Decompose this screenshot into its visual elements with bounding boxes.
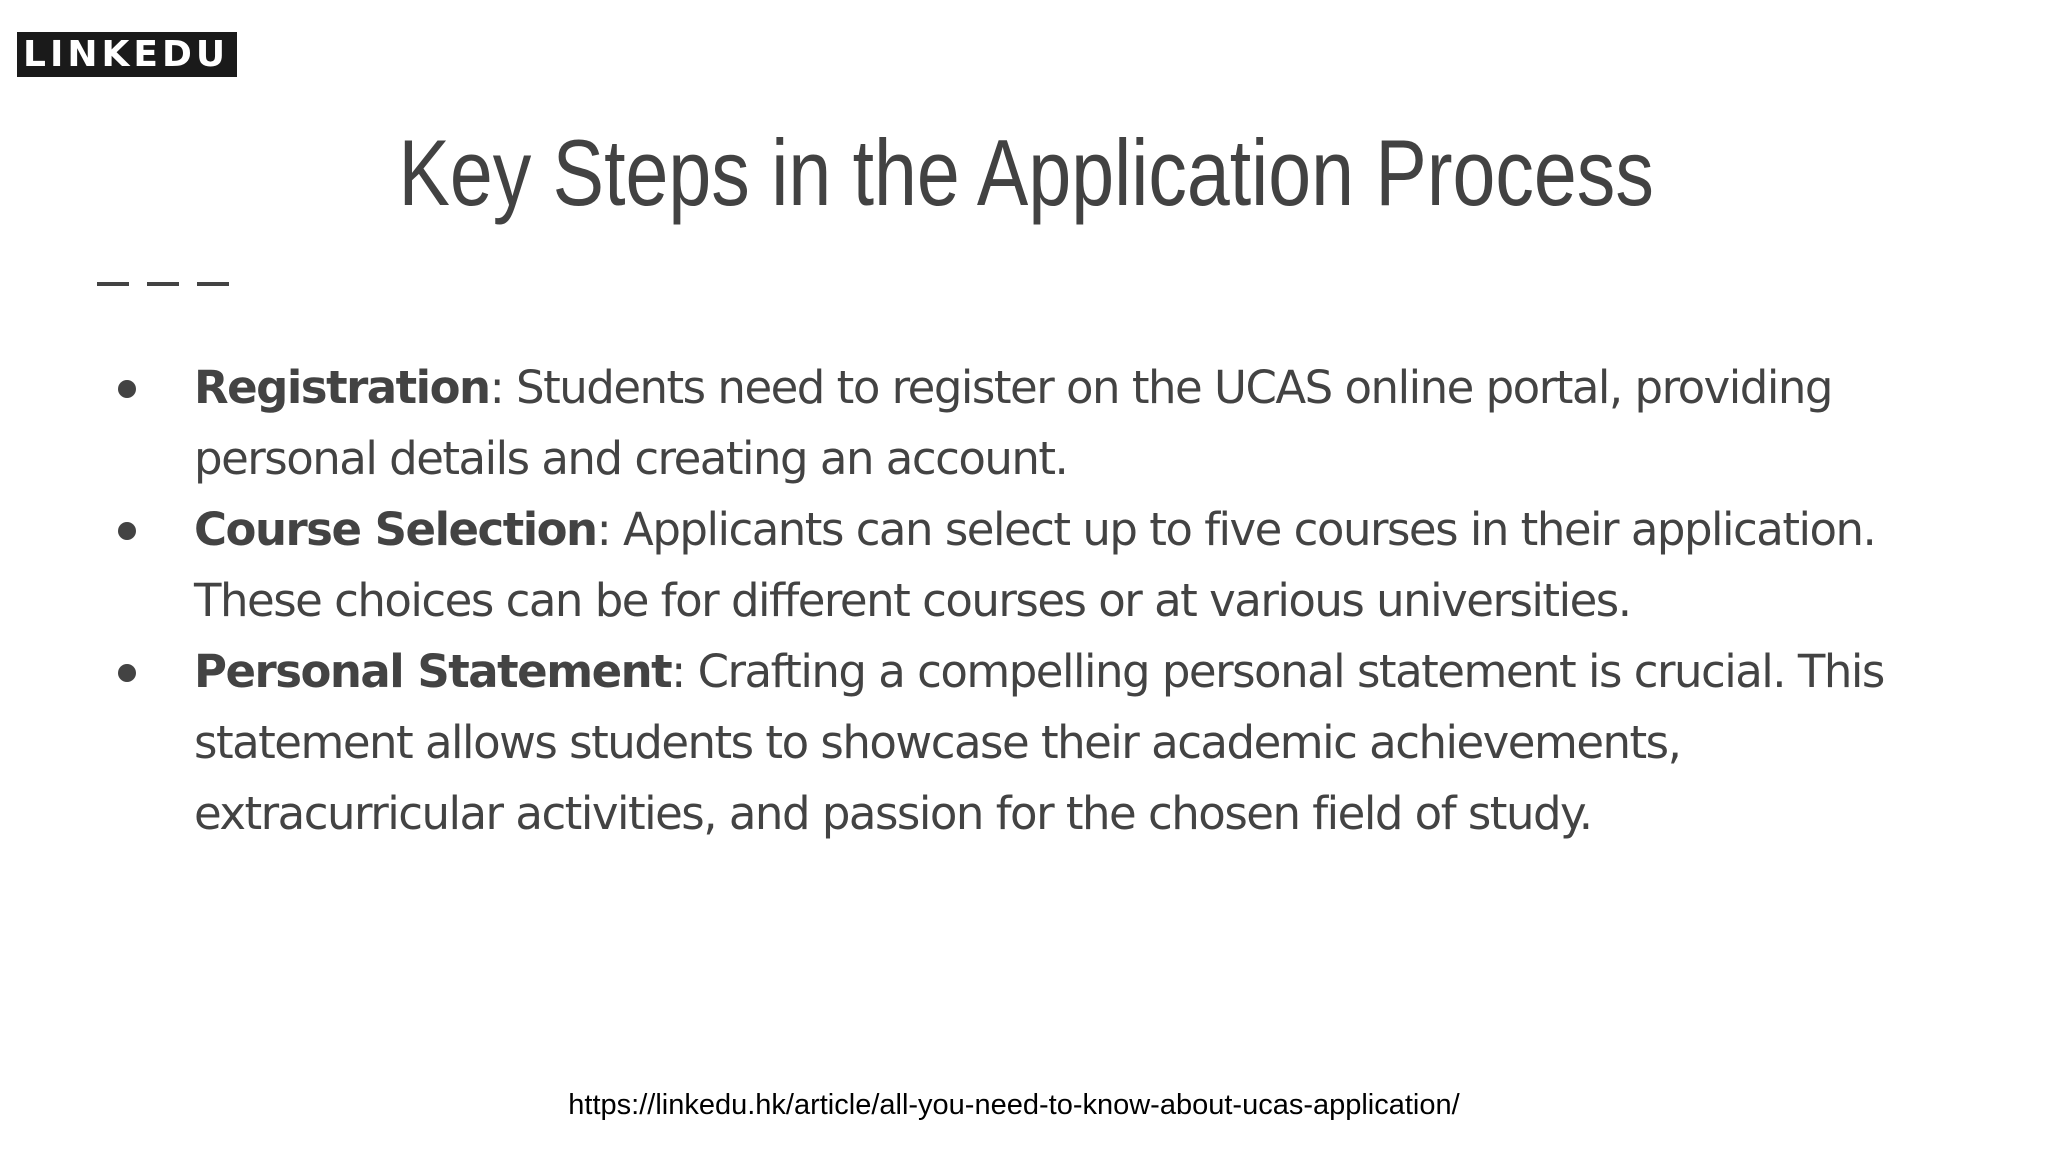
bullet-term: Course Selection xyxy=(194,503,597,556)
bullet-text: : Crafting a compelling personal statement is crucial. This statement allows students to showcase their academic achievements, extracurricular activities, and passion for the chosen field of study. xyxy=(194,645,1884,840)
bullet-term: Registration xyxy=(194,361,490,414)
linkedu-logo: LINKEDU xyxy=(17,32,237,77)
bullet-text: : Applicants can select up to five courses in their application. These choices can be for different courses or at various universities. xyxy=(194,503,1876,627)
bullet-dot xyxy=(118,664,136,682)
slide-title: Key Steps in the Application Process xyxy=(398,120,1654,225)
bullet-list xyxy=(118,352,1998,849)
bullet-dot xyxy=(118,522,136,540)
title-divider xyxy=(97,282,237,286)
divider-dash xyxy=(197,282,229,286)
bullet-term: Personal Statement xyxy=(194,645,672,698)
bullet-registration xyxy=(118,352,1998,494)
bullet-personal-statement xyxy=(118,636,1998,849)
source-url[interactable]: https://linkedu.hk/article/all-you-need-to-know-about-ucas-application/ xyxy=(568,1089,1460,1121)
divider-dash xyxy=(147,282,179,286)
bullet-text: : Students need to register on the UCAS online portal, providing personal details and creating an account. xyxy=(194,361,1832,485)
bullet-course-selection xyxy=(118,494,1998,636)
bullet-dot xyxy=(118,380,136,398)
divider-dash xyxy=(97,282,129,286)
